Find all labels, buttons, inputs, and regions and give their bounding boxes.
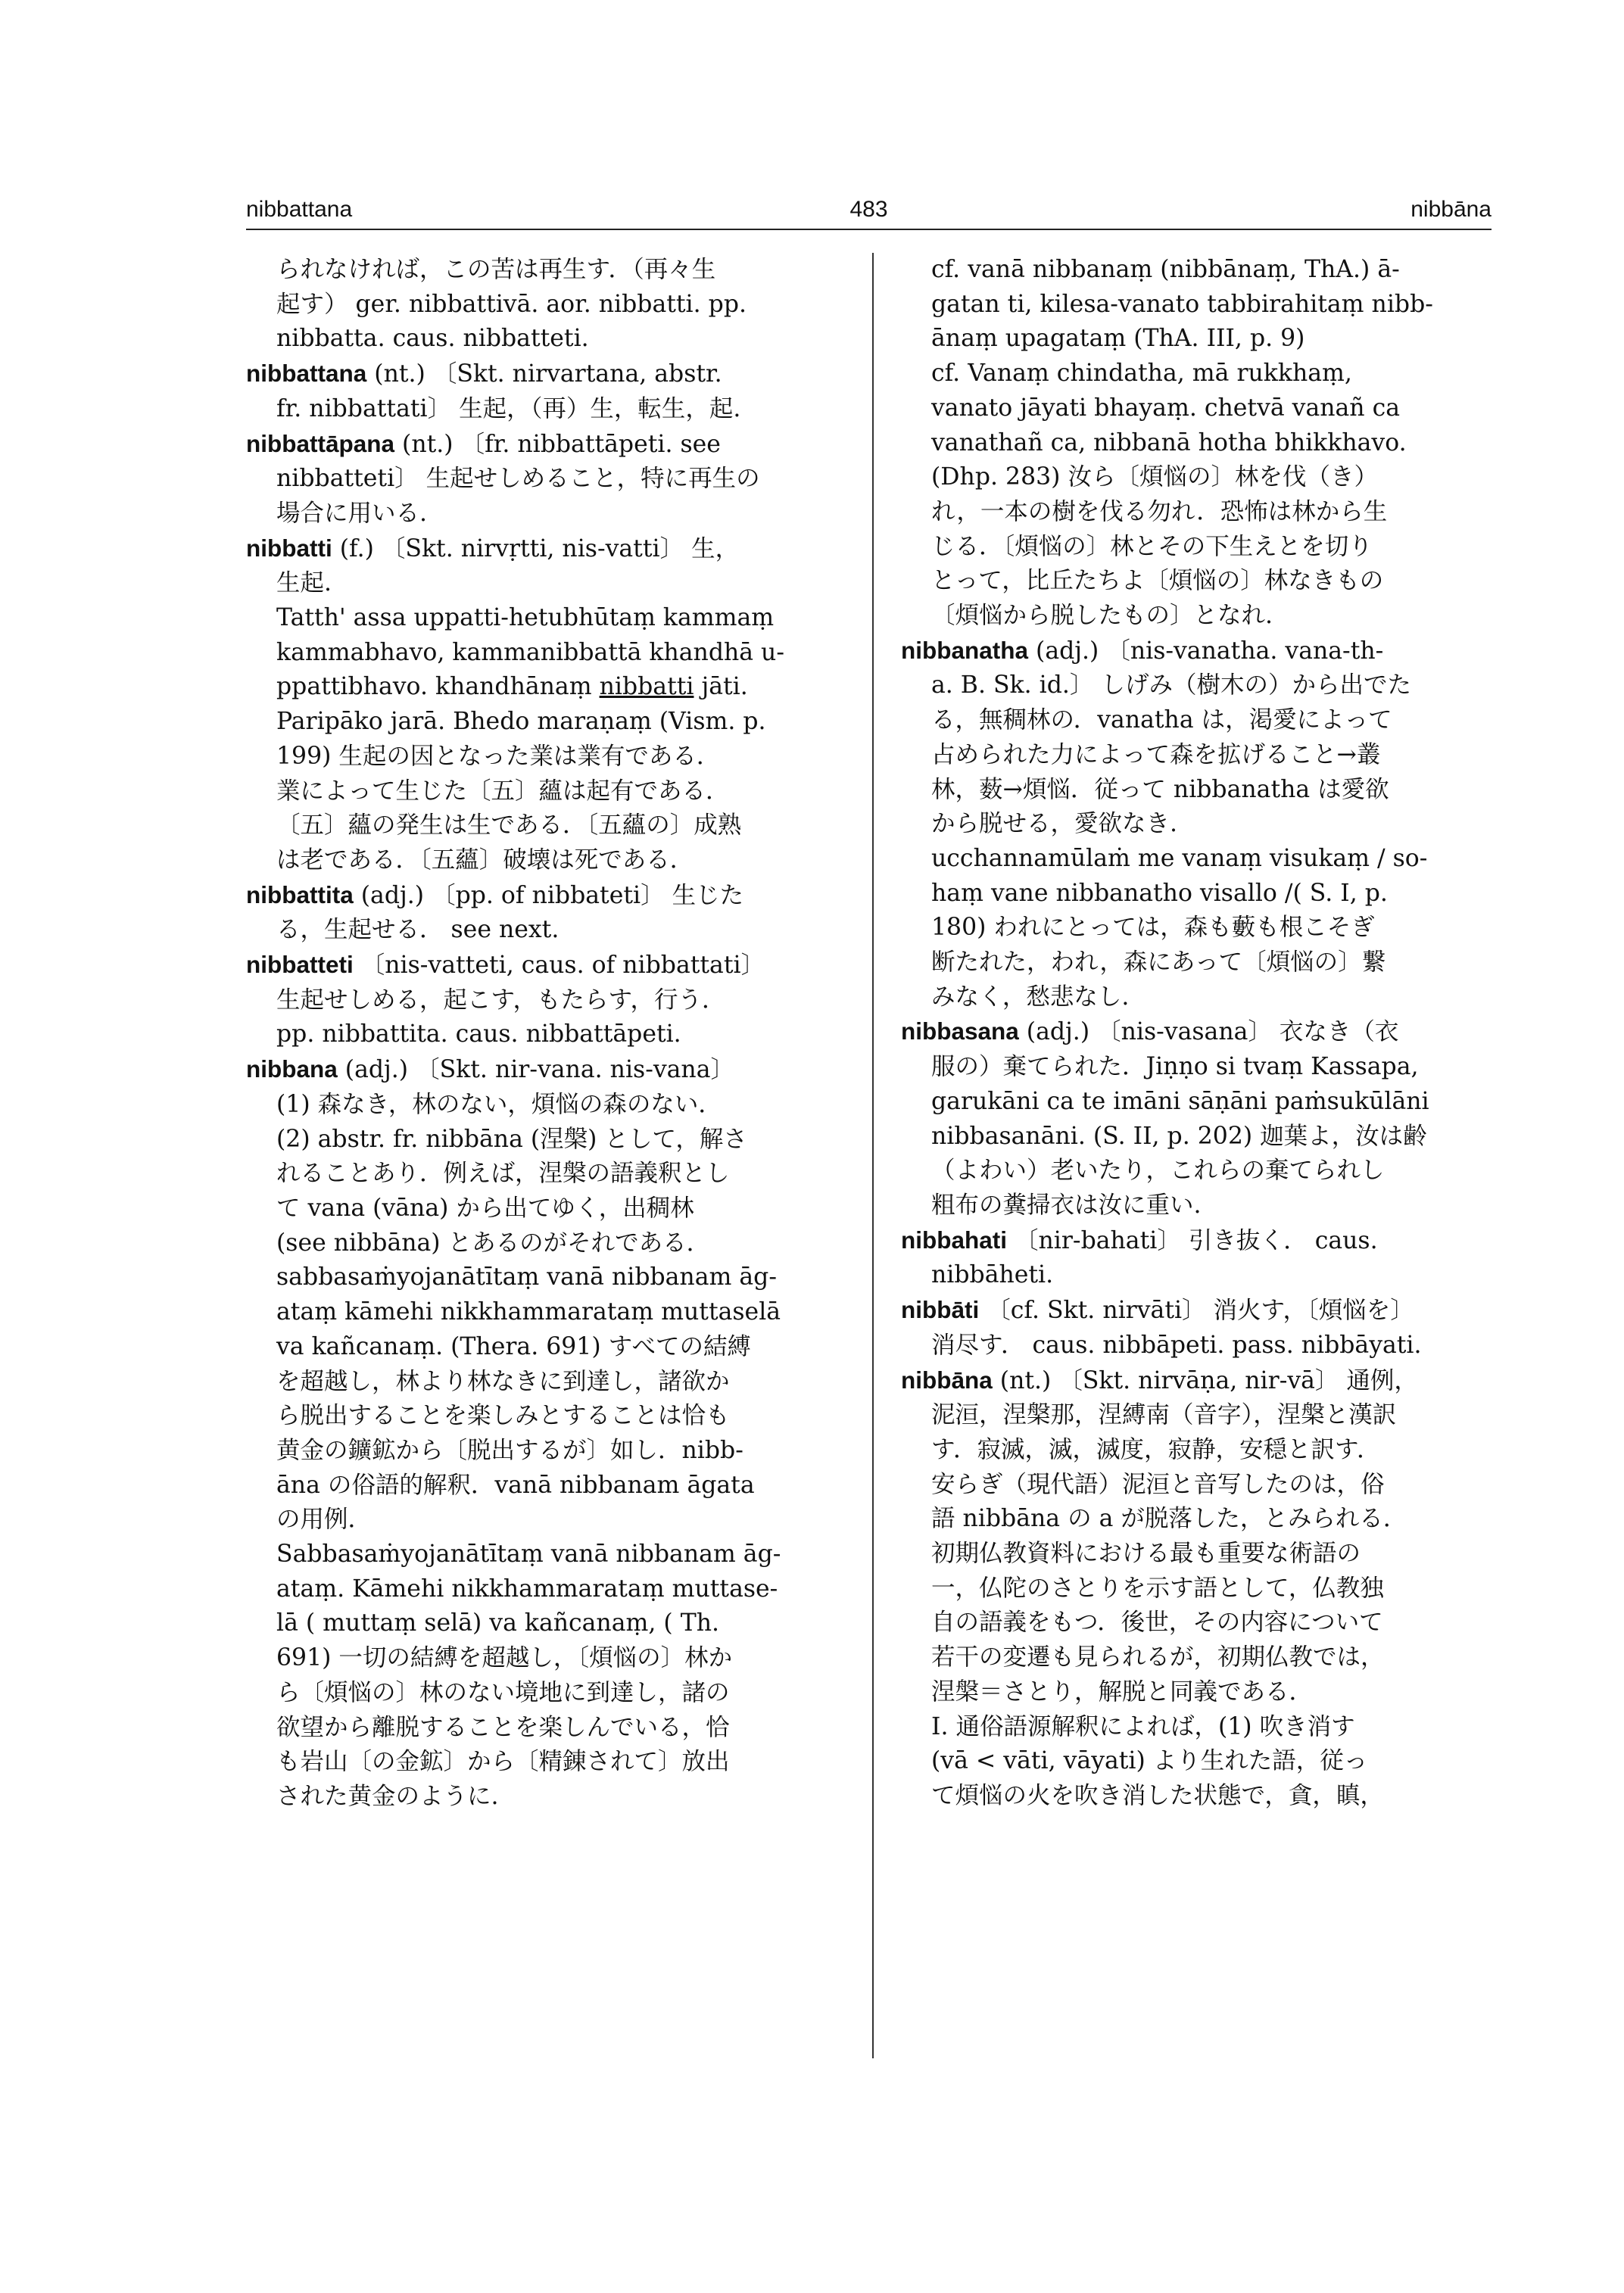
text-line: gatan ti, kilesa-vanato tabbirahitaṃ nibb- bbox=[931, 290, 1433, 318]
text-line: 占められた力によって森を拡げること→叢 bbox=[931, 740, 1381, 768]
headword: nibbatteti bbox=[246, 951, 354, 979]
text-line: 初期仏教資料における最も重要な術語の bbox=[931, 1540, 1361, 1568]
text-line: 服の）棄てられた．Jiṇṇo si tvaṃ Kassapa, bbox=[931, 1053, 1419, 1081]
entry-first-line: (nt.) 〔fr. nibbattāpeti. see bbox=[394, 430, 721, 458]
dictionary-entry bbox=[246, 357, 859, 426]
text-line: (Dhp. 283) 汝ら〔煩悩の〕林を伐（き） bbox=[931, 463, 1378, 491]
dictionary-entry bbox=[901, 1363, 1499, 1814]
text-line: āna の俗語的解釈．vanā nibbanam āgata bbox=[276, 1471, 755, 1499]
text-line: 生起. bbox=[276, 569, 332, 597]
dictionary-entry bbox=[901, 1223, 1499, 1293]
text-line bbox=[246, 670, 859, 705]
text-line: された黄金のように. bbox=[276, 1782, 499, 1810]
text-line: vanato jāyati bhayaṃ. chetvā vanañ ca bbox=[931, 394, 1401, 422]
page-number: 483 bbox=[849, 197, 888, 222]
text-line: 業によって生じた〔五〕蘊は起有である． bbox=[276, 777, 730, 805]
text-line: る，無稠林の．vanatha は，渇愛によって bbox=[931, 706, 1392, 734]
text-line: fr. nibbattati〕 生起，（再）生，転生，起. bbox=[276, 394, 741, 422]
running-header bbox=[246, 197, 1492, 227]
text-line: cf. vanā nibbanaṃ (nibbānaṃ, ThA.) ā- bbox=[931, 256, 1400, 283]
text-line: られなければ，この苦は再生す．（再々生 bbox=[276, 256, 716, 283]
text-line: は老である．〔五蘊〕破壊は死である． bbox=[276, 846, 694, 874]
text-line: nibbāheti. bbox=[931, 1261, 1054, 1289]
text-line: 粗布の糞掃衣は汝に重い. bbox=[931, 1191, 1202, 1219]
text-line: Paripāko jarā. Bhedo maraṇaṃ (Vism. p. bbox=[276, 708, 766, 736]
text-line: ataṃ. Kāmehi nikkhammarataṃ muttase- bbox=[276, 1575, 778, 1603]
text-line: 生起せしめる，起こす，もたらす，行う． bbox=[276, 986, 726, 1014]
text-line: ucchannamūlaṁ me vanaṃ visukaṃ / so- bbox=[931, 844, 1428, 872]
text-line: Tatth' assa uppatti-hetubhūtaṃ kammaṃ bbox=[276, 604, 775, 632]
entry-first-line: (adj.) 〔nis-vasana〕 衣なき（衣 bbox=[1018, 1018, 1399, 1046]
text-line: 黄金の鑛鉱から〔脱出するが〕如し．nibb- bbox=[276, 1436, 743, 1464]
entry-first-line: (f.) 〔Skt. nirvṛtti, nis-vatti〕 生， bbox=[332, 534, 740, 562]
text-line: ataṃ kāmehi nikkhammarataṃ muttaselā bbox=[276, 1298, 781, 1326]
header-right-guide-word: nibbāna bbox=[1410, 197, 1492, 222]
text-line: 語 nibbāna の a が脱落した，とみられる． bbox=[931, 1505, 1407, 1533]
text-line: れることあり．例えば，涅槃の語義釈とし bbox=[276, 1160, 730, 1188]
dictionary-entry bbox=[246, 948, 859, 1052]
text-line: 199) 生起の因となった業は業有である． bbox=[276, 742, 721, 770]
headword: nibbāna bbox=[901, 1366, 993, 1394]
text-line: 自の語義をもつ．後世，その内容について bbox=[931, 1609, 1383, 1637]
header-left-guide-word: nibbattana bbox=[246, 197, 353, 222]
text-line: Sabbasaṁyojanātītaṃ vanā nibbanam āg- bbox=[276, 1541, 781, 1569]
text-line: も岩山〔の金鉱〕から〔精錬されて〕放出 bbox=[276, 1748, 730, 1776]
text-line: る，生起せる． see next. bbox=[276, 916, 560, 944]
left-column bbox=[246, 253, 859, 1815]
text-line: kammabhavo, kammanibbattā khandhā u- bbox=[276, 638, 784, 666]
text-line: haṃ vane nibbanatho visallo /( S. I, p. bbox=[931, 879, 1388, 907]
headword: nibbattana bbox=[246, 360, 367, 388]
entry-first-line: (nt.) 〔Skt. nirvartana, abstr. bbox=[366, 360, 722, 388]
headword: nibbattāpana bbox=[246, 429, 395, 457]
entry-first-line: (adj.) 〔nis-vanatha. vana-th- bbox=[1028, 637, 1384, 665]
text-line: 180) われにとっては，森も藪も根こそぎ bbox=[931, 914, 1375, 942]
headword: nibbatti bbox=[246, 534, 332, 562]
dictionary-entry bbox=[246, 1052, 859, 1814]
entry-first-line: 〔nis-vatteti, caus. of nibbattati〕 bbox=[353, 952, 765, 980]
text-line: nibbatteti〕 生起せしめること，特に再生の bbox=[276, 465, 760, 493]
headword: nibbāti bbox=[901, 1296, 980, 1324]
text-line: 消尽す． caus. nibbāpeti. pass. nibbāyati. bbox=[931, 1331, 1422, 1359]
text-line: 若干の変遷も見られるが，初期仏教では， bbox=[931, 1643, 1385, 1671]
continuation-entry bbox=[901, 253, 1499, 634]
text-line: pp. nibbattita. caus. nibbattāpeti. bbox=[276, 1020, 681, 1048]
text-line: (2) abstr. fr. nibbāna (涅槃) として，解さ bbox=[276, 1125, 747, 1153]
dictionary-entry bbox=[901, 1293, 1499, 1363]
headword: nibbattita bbox=[246, 880, 354, 908]
text-line: を超越し，林より林なきに到達し，諸欲か bbox=[276, 1367, 730, 1395]
text-line: ら〔煩悩の〕林のない境地に到達し，諸の bbox=[276, 1678, 730, 1706]
text-line: (vā < vāti, vāyati) より生れた語，従っ bbox=[931, 1747, 1368, 1775]
entry-first-line: 〔cf. Skt. nirvāti〕 消火す，〔煩悩を〕 bbox=[979, 1297, 1414, 1325]
text-line: とって，比丘たちよ〔煩悩の〕林なきもの bbox=[931, 567, 1384, 595]
column-divider bbox=[872, 253, 874, 2058]
text-line: みなく，愁悲なし. bbox=[931, 983, 1130, 1011]
text-line: 691) 一切の結縛を超越し，〔煩悩の〕林か bbox=[276, 1644, 733, 1672]
text-line: れ，一本の樹を伐る勿れ．恐怖は林から生 bbox=[931, 497, 1388, 525]
text-line: から脱せる，愛欲なき. bbox=[931, 810, 1178, 838]
continuation-entry bbox=[246, 253, 859, 357]
text-span: jāti. bbox=[694, 673, 748, 701]
right-column bbox=[901, 253, 1499, 1814]
text-line: sabbasaṁyojanātītaṃ vanā nibbanam āg- bbox=[276, 1263, 777, 1291]
text-line: ānaṃ upagataṃ (ThA. III, p. 9) bbox=[931, 325, 1305, 353]
text-line: nibbasanāni. (S. II, p. 202) 迦葉よ，汝は齢 bbox=[931, 1122, 1427, 1150]
dictionary-entry bbox=[901, 1014, 1499, 1223]
text-line: (1) 森なき，林のない，煩悩の森のない． bbox=[276, 1090, 722, 1118]
text-line: vanathañ ca, nibbanā hotha bhikkhavo. bbox=[931, 428, 1407, 456]
text-line: lā ( muttaṃ selā) va kañcanaṃ, ( Th. bbox=[276, 1609, 720, 1637]
dictionary-entry bbox=[246, 531, 859, 878]
headword: nibbahati bbox=[901, 1226, 1007, 1254]
dictionary-entry bbox=[246, 427, 859, 531]
text-line: (see nibbāna) とあるのがそれである． bbox=[276, 1229, 711, 1257]
entry-first-line: (adj.) 〔Skt. nir-vana. nis-vana〕 bbox=[337, 1056, 734, 1084]
text-line: a. B. Sk. id.〕 しげみ（樹木の）から出でた bbox=[931, 671, 1411, 699]
text-line: 〔五〕蘊の発生は生である．〔五蘊の〕成熟 bbox=[276, 812, 742, 840]
dictionary-entry bbox=[901, 634, 1499, 1015]
entry-first-line: (adj.) 〔pp. of nibbateti〕 生じた bbox=[353, 881, 744, 909]
text-span: ppattibhavo. khandhānaṃ bbox=[276, 673, 592, 701]
headword: nibbanatha bbox=[901, 636, 1029, 664]
text-line: I. 通俗語源解釈によれば，(1) 吹き消す bbox=[931, 1712, 1355, 1740]
text-line: va kañcanaṃ. (Thera. 691) すべての結縛 bbox=[276, 1332, 752, 1360]
header-rule bbox=[246, 229, 1492, 230]
text-line: （よわい）老いたり，これらの棄てられし bbox=[931, 1157, 1385, 1185]
headword: nibbana bbox=[246, 1055, 338, 1083]
text-line: 涅槃＝さとり，解脱と同義である． bbox=[931, 1678, 1314, 1706]
text-line: 林，薮→煩悩．従って nibbanatha は愛欲 bbox=[931, 775, 1389, 803]
text-line: じる．〔煩悩の〕林とその下生えとを切り bbox=[931, 532, 1373, 560]
text-line: 〔煩悩から脱したもの〕となれ. bbox=[931, 602, 1273, 630]
headword: nibbasana bbox=[901, 1017, 1019, 1045]
underlined-term: nibbatti bbox=[599, 673, 694, 701]
text-line: garukāni ca te imāni sāṇāni paṁsukūlāni bbox=[931, 1087, 1429, 1115]
text-line: の用例． bbox=[276, 1506, 372, 1534]
dictionary-entry bbox=[246, 878, 859, 948]
text-line: 場合に用いる. bbox=[276, 499, 428, 527]
text-line: 断たれた，われ，森にあって〔煩悩の〕繋 bbox=[931, 949, 1386, 977]
entry-first-line: 〔nir-bahati〕 引き抜く． caus. bbox=[1007, 1226, 1378, 1254]
text-line: 安らぎ（現代語）泥洹と音写したのは，俗 bbox=[931, 1470, 1385, 1498]
text-line: cf. Vanaṃ chindatha, mā rukkhaṃ, bbox=[931, 360, 1352, 388]
text-line: て煩悩の火を吹き消した状態で，貪，瞋， bbox=[931, 1781, 1384, 1809]
text-line: て vana (vāna) から出てゆく，出稠林 bbox=[276, 1194, 694, 1222]
entry-first-line: (nt.) 〔Skt. nirvāṇa, nir-vā〕 通例， bbox=[992, 1366, 1418, 1394]
text-line: す．寂滅，滅，滅度，寂静，安穏と訳す． bbox=[931, 1435, 1381, 1463]
text-line: 一，仏陀のさとりを示す語として，仏教独 bbox=[931, 1574, 1384, 1602]
text-line: 泥洹，涅槃那，涅縛南（音字），涅槃と漢訳 bbox=[931, 1401, 1397, 1429]
text-line: nibbatta. caus. nibbatteti. bbox=[276, 325, 589, 353]
text-line: 起す） ger. nibbattivā. aor. nibbatti. pp. bbox=[276, 290, 747, 318]
text-line: ら脱出することを楽しみとすることは恰も bbox=[276, 1402, 730, 1430]
text-line: 欲望から離脱することを楽しんでいる，恰 bbox=[276, 1713, 730, 1741]
